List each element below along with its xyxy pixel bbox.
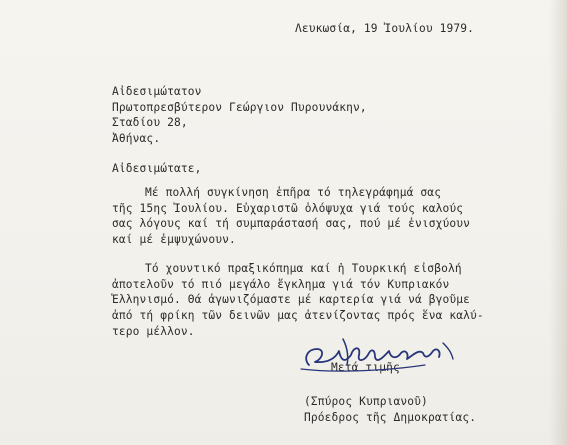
paragraph1-line: σας λόγους καί τή συμπαράστασή σας, πού μέ ἐνισχύουν bbox=[112, 217, 471, 230]
paragraph1-line: Μέ πολλή συγκίνηση ἐπῆρα τό τηλεγράφημά σας bbox=[145, 186, 442, 199]
salutation: Αἰδεσιμώτατε, bbox=[112, 162, 202, 175]
paragraph2-line: ἀπό τή φρίκη τῶν δεινῶν μας ἀτενίζοντας πρός ἕνα καλύ- bbox=[112, 309, 484, 322]
paragraph2-line: τερο μέλλον. bbox=[112, 325, 195, 338]
recipient-line-title: Αἰδεσιμώτατον bbox=[112, 85, 202, 98]
paragraph2-line: Ἑλληνισμό. Θά ἀγωνιζόμαστε μέ καρτερία γιά νά βγοῦμε bbox=[112, 293, 471, 306]
paragraph1-line: καί μέ ἐμψυχώνουν. bbox=[112, 233, 236, 246]
signatory-name: (Σπύρος Κυπριανοῦ) bbox=[304, 395, 428, 408]
paragraph1-line: τῆς 15ης Ἰουλίου. Εὐχαριστῶ ὁλόψυχα γιά τούς καλούς bbox=[112, 202, 464, 215]
paragraph2-line: ἀποτελοῦν τό πιό μεγάλο ἔγκλημα γιά τόν Κυπριακόν bbox=[112, 278, 450, 291]
paragraph2-line: Τό χουντικό πραξικόπημα καί ἡ Τουρκική εἰσβολή bbox=[145, 262, 462, 275]
recipient-line-street: Σταδίου 28, bbox=[112, 116, 188, 129]
letter-date: Λευκωσία, 19 Ἰουλίου 1979. bbox=[295, 22, 475, 35]
recipient-line-city: Ἀθήνας. bbox=[112, 132, 161, 145]
signatory-role: Πρόεδρος τῆς Δημοκρατίας. bbox=[304, 411, 477, 424]
handwritten-signature bbox=[295, 329, 465, 377]
recipient-line-name: Πρωτοπρεσβύτερον Γεώργιον Πυρουνάκην, bbox=[112, 101, 367, 114]
paper-edge-shadow bbox=[549, 0, 567, 445]
closing-phrase: Μετά τιμῆς bbox=[331, 361, 400, 374]
